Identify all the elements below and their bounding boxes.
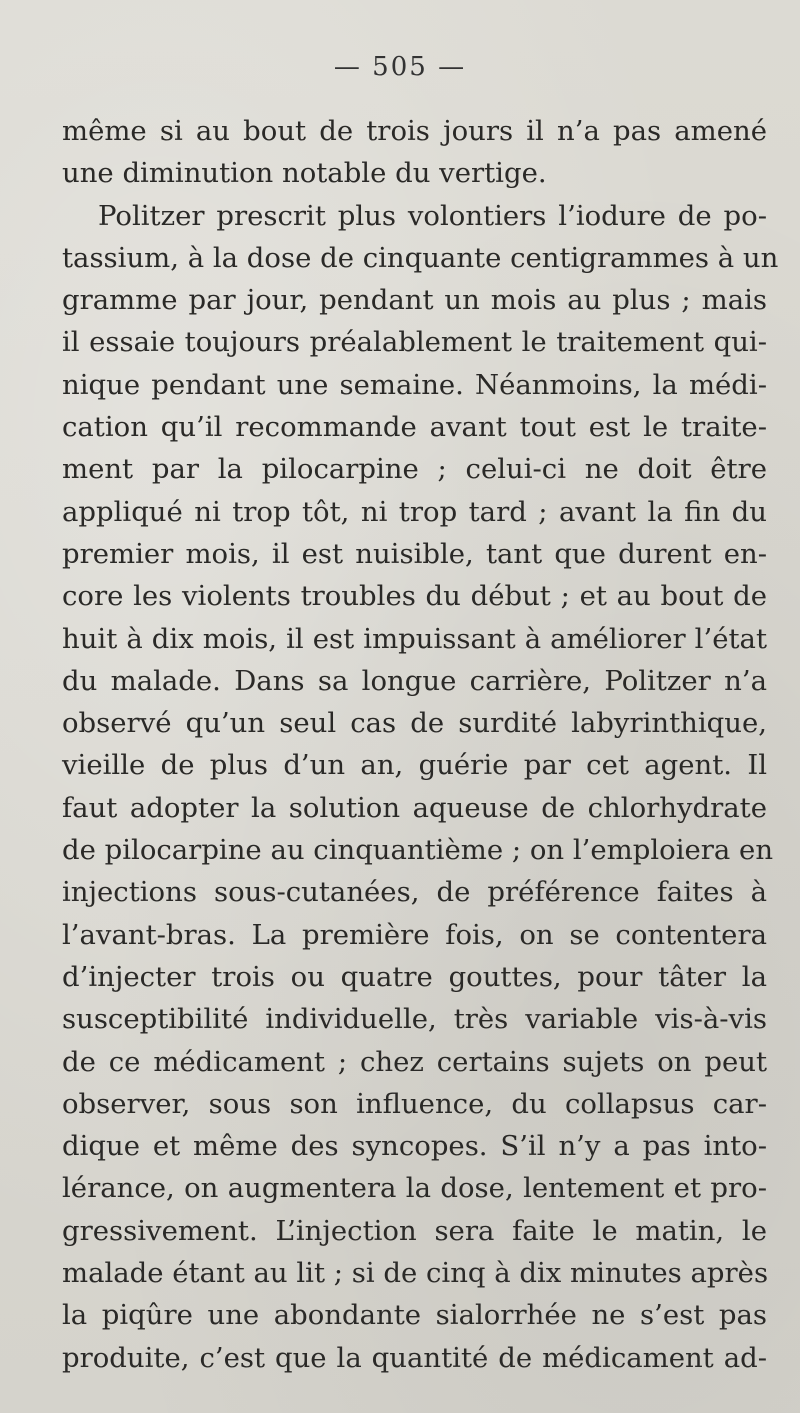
page-number: — 505 — [333, 52, 467, 82]
text-line: vieille de plus d’un an, guérie par cet agent. Il [62, 749, 767, 782]
text-line: produite, c’est que la quantité de médicament ad- [62, 1341, 767, 1374]
text-line: injections sous-cutanées, de préférence faites à [62, 876, 767, 909]
text-line: une diminution notable du vertige. [62, 157, 547, 190]
text-line: tassium, à la dose de cinquante centigrammes à un [62, 241, 779, 274]
text-line: cation qu’il recommande avant tout est le traite- [62, 411, 767, 444]
text-line: nique pendant une semaine. Néanmoins, la médi- [62, 368, 767, 401]
text-line: d’injecter trois ou quatre gouttes, pour tâter la [62, 960, 767, 993]
text-line: même si au bout de trois jours il n’a pas amené [62, 115, 767, 147]
text-line: gressivement. L’injection sera faite le matin, le [62, 1214, 767, 1247]
text-line: de ce médicament ; chez certains sujets on peut [62, 1045, 767, 1078]
text-line: gramme par jour, pendant un mois au plus ; mais [62, 284, 767, 317]
text-line: du malade. Dans sa longue carrière, Politzer n’a [62, 664, 767, 697]
text-line: observé qu’un seul cas de surdité labyrinthique, [62, 707, 767, 740]
text-line: observer, sous son influence, du collapsus car- [62, 1087, 767, 1120]
text-line: il essaie toujours préalablement le traitement qui- [62, 326, 767, 359]
text-line: huit à dix mois, il est impuissant à améliorer l’état [62, 622, 767, 655]
text-line: de pilocarpine au cinquantième ; on l’emploiera en [62, 834, 774, 867]
text-line: lérance, on augmentera la dose, lentement et pro- [62, 1172, 767, 1205]
text-line: la piqûre une abondante sialorrhée ne s’est pas [62, 1299, 767, 1332]
text-line: dique et même des syncopes. S’il n’y a pas into- [62, 1130, 767, 1163]
text-line: appliqué ni trop tôt, ni trop tard ; avant la fin du [62, 495, 767, 528]
text-line: l’avant-bras. La première fois, on se contentera [62, 918, 767, 951]
text-line: core les violents troubles du début ; et au bout de [62, 580, 767, 613]
paragraph-first-line: Politzer prescrit plus volontiers l’iodure de po- [98, 199, 767, 232]
text-line: faut adopter la solution aqueuse de chlorhydrate [62, 791, 767, 824]
text-line: susceptibilité individuelle, très variable vis-à-vis [62, 1003, 767, 1036]
text-line: malade étant au lit ; si de cinq à dix minutes après [62, 1257, 769, 1290]
text-line: premier mois, il est nuisible, tant que durent en- [62, 537, 767, 570]
body-text [62, 110, 779, 1379]
text-line: ment par la pilocarpine ; celui-ci ne doit être [62, 453, 767, 486]
